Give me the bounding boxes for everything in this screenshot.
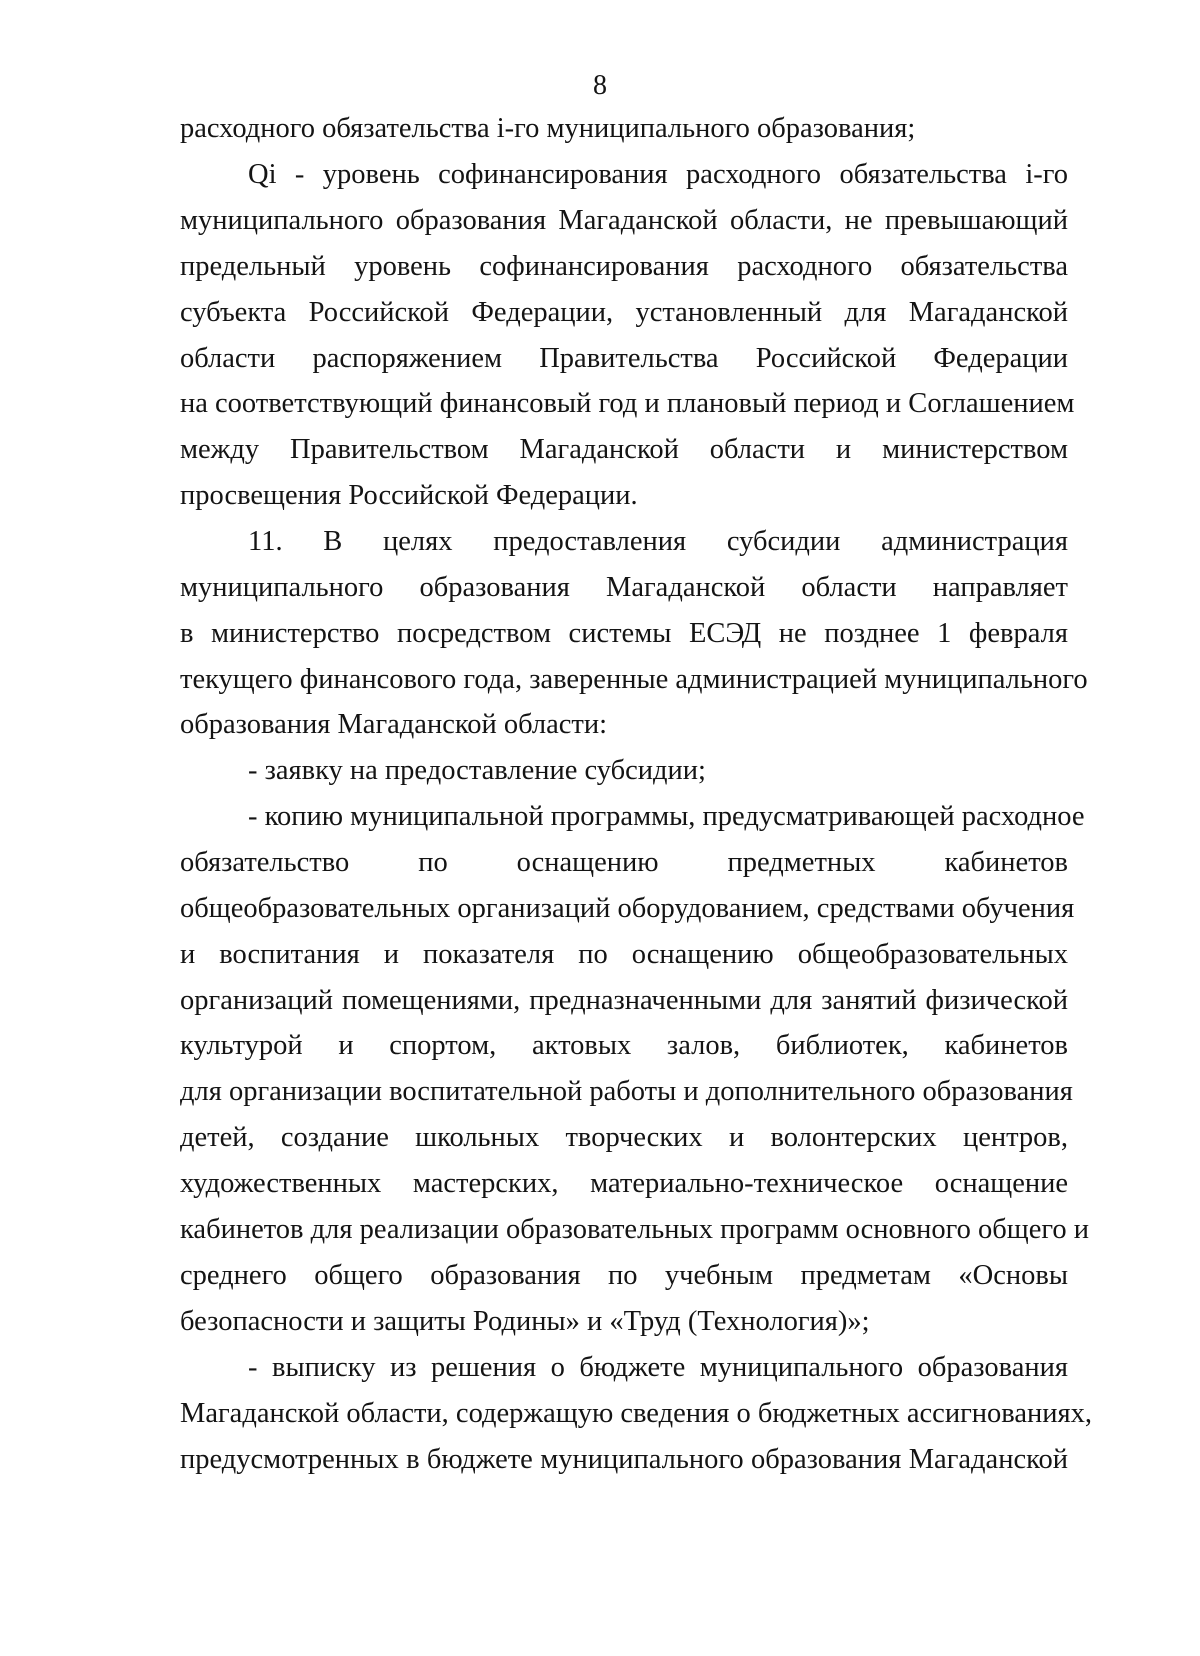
list-item: - заявку на предоставление субсидии; (248, 755, 706, 786)
text-line: на соответствующий финансовый год и плановый период и Соглашением (180, 388, 1075, 419)
list-item: - копию муниципальной программы, предусматривающей расходное (248, 801, 1085, 832)
text-line: муниципального образования Магаданской области, не превышающий (180, 205, 1068, 236)
text-line: между Правительством Магаданской области и министерством (180, 434, 1068, 465)
text-line: детей, создание школьных творческих и волонтерских центров, (180, 1122, 1068, 1153)
text-line: и воспитания и показателя по оснащению общеобразовательных (180, 939, 1068, 970)
text-line: культурой и спортом, актовых залов, библиотек, кабинетов (180, 1030, 1068, 1061)
text-line: в министерство посредством системы ЕСЭД не позднее 1 февраля (180, 618, 1068, 649)
text-line: образования Магаданской области: (180, 709, 608, 740)
text-line: для организации воспитательной работы и дополнительного образования (180, 1076, 1073, 1107)
list-item: - выписку из решения о бюджете муниципального образования (248, 1352, 1068, 1383)
page-number: 8 (593, 70, 607, 101)
text-line: безопасности и защиты Родины» и «Труд (Технология)»; (180, 1306, 870, 1337)
text-line: Qi - уровень софинансирования расходного обязательства i-го (248, 159, 1068, 190)
text-line: просвещения Российской Федерации. (180, 480, 638, 511)
text-line: общеобразовательных организаций оборудованием, средствами обучения (180, 893, 1075, 924)
text-line: муниципального образования Магаданской области направляет (180, 572, 1068, 603)
text-line: субъекта Российской Федерации, установленный для Магаданской (180, 297, 1068, 328)
text-line: расходного обязательства i-го муниципального образования; (180, 113, 916, 144)
text-line: 11. В целях предоставления субсидии администрация (248, 526, 1068, 557)
text-line: предусмотренных в бюджете муниципального образования Магаданской (180, 1444, 1068, 1475)
text-line: предельный уровень софинансирования расходного обязательства (180, 251, 1068, 282)
text-line: кабинетов для реализации образовательных программ основного общего и (180, 1214, 1089, 1245)
text-line: организаций помещениями, предназначенными для занятий физической (180, 985, 1068, 1016)
text-line: среднего общего образования по учебным предметам «Основы (180, 1260, 1068, 1291)
text-line: текущего финансового года, заверенные администрацией муниципального (180, 664, 1088, 695)
text-line: Магаданской области, содержащую сведения о бюджетных ассигнованиях, (180, 1398, 1092, 1429)
text-line: художественных мастерских, материально-техническое оснащение (180, 1168, 1068, 1199)
text-line: области распоряжением Правительства Российской Федерации (180, 343, 1068, 374)
text-line: обязательство по оснащению предметных кабинетов (180, 847, 1068, 878)
